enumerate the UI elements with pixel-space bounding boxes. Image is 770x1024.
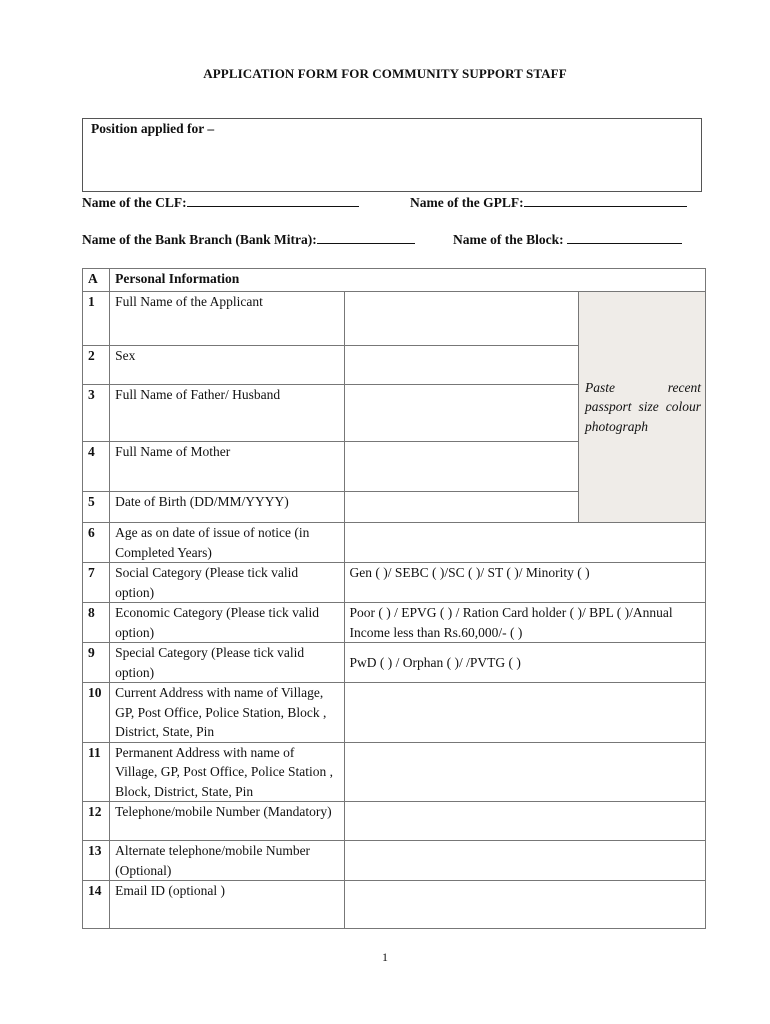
gplf-label: Name of the GPLF: <box>410 195 524 210</box>
block-label: Name of the Block: <box>453 232 564 247</box>
row-number: 4 <box>83 442 110 492</box>
section-heading: Personal Information <box>110 269 706 292</box>
row-label: Age as on date of issue of notice (in Completed Years) <box>110 523 344 563</box>
row-value-field[interactable] <box>344 523 705 563</box>
row-label: Alternate telephone/mobile Number (Optional) <box>110 841 344 881</box>
row-label: Current Address with name of Village, GP, Post Office, Police Station, Block , District, State, Pin <box>110 683 344 743</box>
row-value-field[interactable] <box>344 841 705 881</box>
row-value-field[interactable] <box>344 492 578 523</box>
gplf-field[interactable] <box>410 195 687 211</box>
row-label: Date of Birth (DD/MM/YYYY) <box>110 492 344 523</box>
row-label: Full Name of the Applicant <box>110 292 344 346</box>
clf-field[interactable] <box>82 195 359 211</box>
row-number: 6 <box>83 523 110 563</box>
row-label: Full Name of Father/ Husband <box>110 385 344 442</box>
row-label: Sex <box>110 346 344 385</box>
row-number: 2 <box>83 346 110 385</box>
page-number: 1 <box>382 950 388 964</box>
row-label: Special Category (Please tick valid option) <box>110 643 344 683</box>
row-value-field[interactable] <box>344 881 705 929</box>
form-title: APPLICATION FORM FOR COMMUNITY SUPPORT STAFF <box>203 66 567 81</box>
row-value-field[interactable] <box>344 742 705 802</box>
economic-category-options[interactable]: Poor ( ) / EPVG ( ) / Ration Card holder ( )/ BPL ( )/Annual Income less than Rs.60,000/- ( ) <box>344 603 705 643</box>
row-number: 10 <box>83 683 110 743</box>
clf-label: Name of the CLF: <box>82 195 187 210</box>
bank-blank[interactable] <box>317 232 415 244</box>
bank-label: Name of the Bank Branch (Bank Mitra): <box>82 232 317 247</box>
table-row <box>83 881 706 929</box>
row-value-field[interactable] <box>344 346 578 385</box>
clf-blank[interactable] <box>187 195 359 207</box>
row-value-field[interactable] <box>344 802 705 841</box>
table-row <box>83 603 706 643</box>
personal-info-table <box>82 268 706 929</box>
row-number: 12 <box>83 802 110 841</box>
section-code: A <box>83 269 110 292</box>
row-number: 13 <box>83 841 110 881</box>
row-number: 9 <box>83 643 110 683</box>
social-category-options[interactable]: Gen ( )/ SEBC ( )/SC ( )/ ST ( )/ Minority ( ) <box>344 563 705 603</box>
row-number: 5 <box>83 492 110 523</box>
row-number: 8 <box>83 603 110 643</box>
block-blank[interactable] <box>567 232 682 244</box>
row-number: 1 <box>83 292 110 346</box>
row-label: Telephone/mobile Number (Mandatory) <box>110 802 344 841</box>
row-value-field[interactable] <box>344 442 578 492</box>
row-label: Full Name of Mother <box>110 442 344 492</box>
row-label: Email ID (optional ) <box>110 881 344 929</box>
row-label: Social Category (Please tick valid option) <box>110 563 344 603</box>
row-number: 14 <box>83 881 110 929</box>
bank-field[interactable] <box>82 232 415 248</box>
table-row <box>83 523 706 563</box>
table-row <box>83 292 706 346</box>
photo-box[interactable] <box>578 292 705 523</box>
section-header-row <box>83 269 706 292</box>
table-row <box>83 643 706 683</box>
row-value-field[interactable] <box>344 385 578 442</box>
photo-instructions: Paste recent passport size colour photograph <box>584 379 701 434</box>
table-row <box>83 802 706 841</box>
table-row <box>83 742 706 802</box>
row-label: Permanent Address with name of Village, GP, Post Office, Police Station , Block, District, State, Pin <box>110 742 344 802</box>
row-number: 11 <box>83 742 110 802</box>
position-applied-label: Position applied for – <box>91 121 215 136</box>
table-row <box>83 683 706 743</box>
row-label: Economic Category (Please tick valid option) <box>110 603 344 643</box>
table-row <box>83 841 706 881</box>
row-number: 3 <box>83 385 110 442</box>
gplf-blank[interactable] <box>524 195 687 207</box>
row-value-field[interactable] <box>344 683 705 743</box>
block-field[interactable] <box>453 232 682 248</box>
table-row <box>83 563 706 603</box>
special-category-options[interactable]: PwD ( ) / Orphan ( )/ /PVTG ( ) <box>344 643 705 683</box>
row-number: 7 <box>83 563 110 603</box>
position-applied-box[interactable] <box>82 118 702 192</box>
row-value-field[interactable] <box>344 292 578 346</box>
